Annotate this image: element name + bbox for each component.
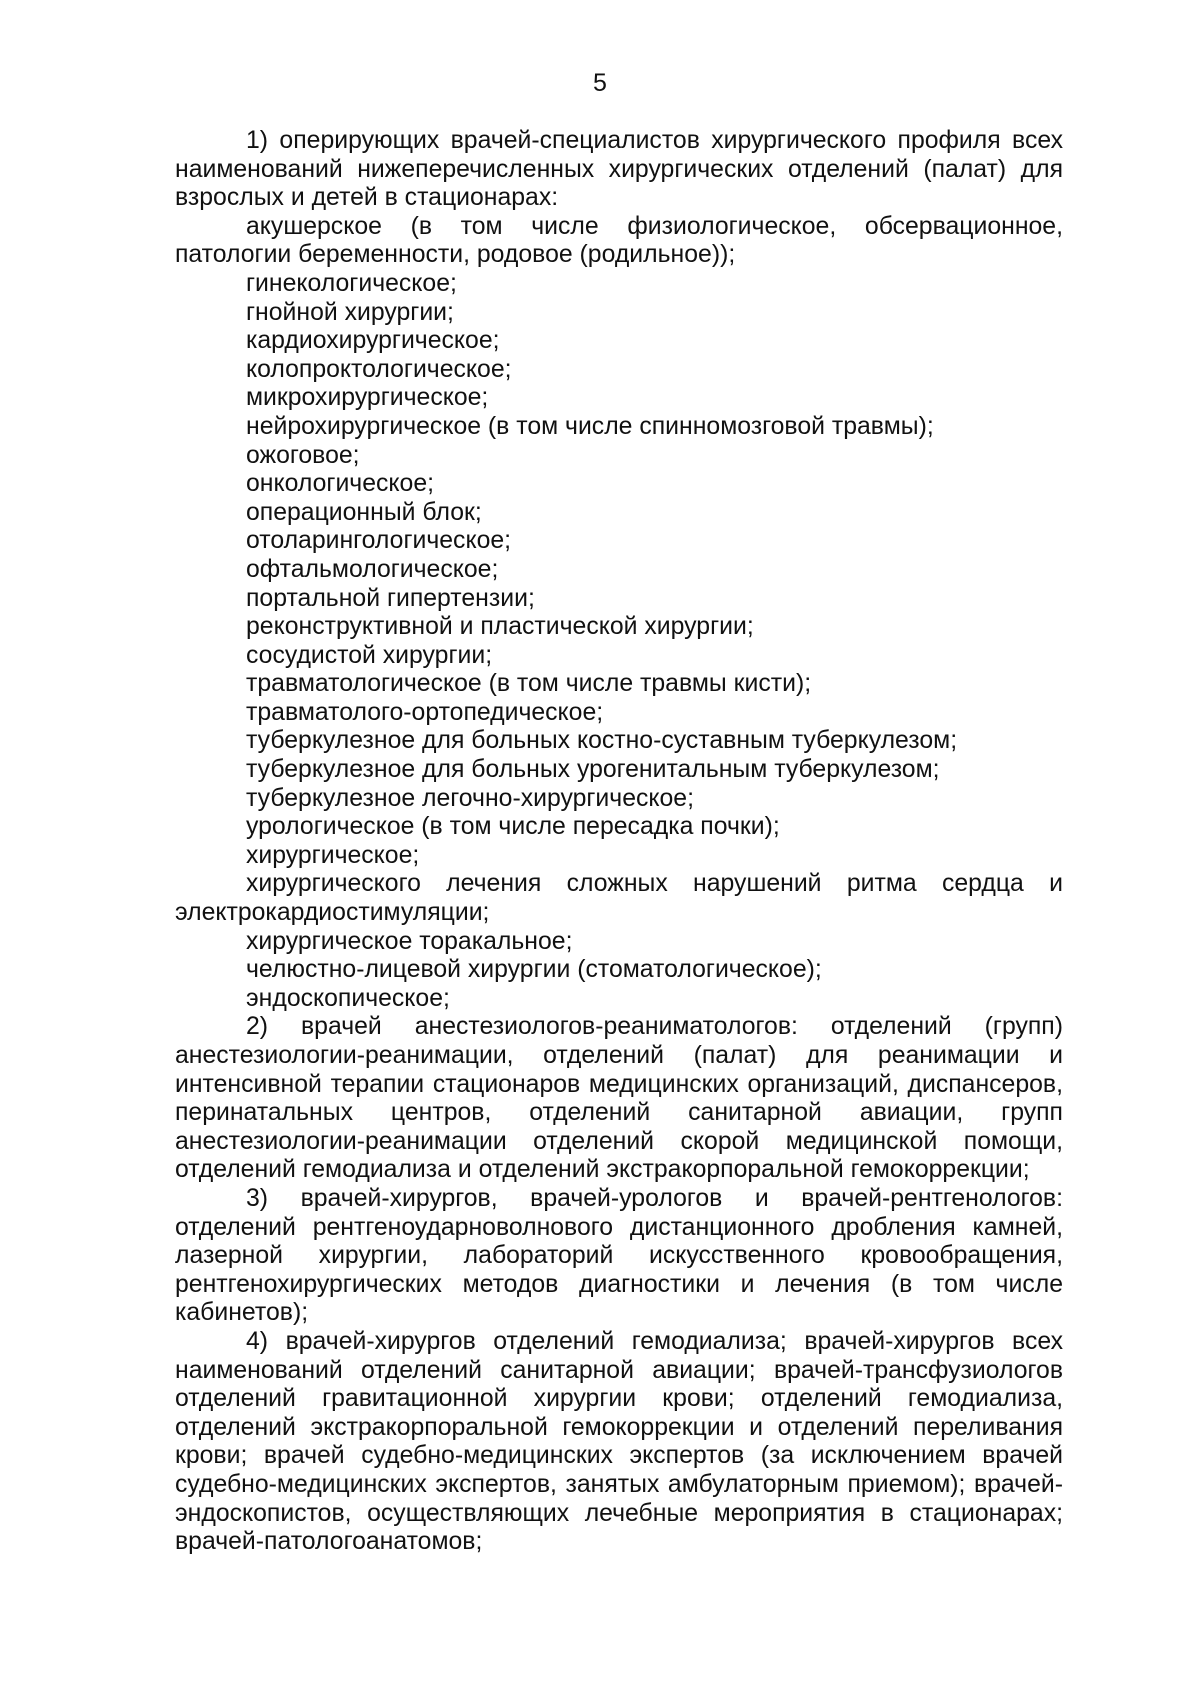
list-item: офтальмологическое; [246,555,499,583]
list-item: туберкулезное для больных костно-суставным туберкулезом; [246,727,958,755]
paragraph-heart-rhythm: хирургического лечения сложных нарушений ритма сердца и электрокардиостимуляции; [175,870,1063,927]
list-item: гинекологическое; [246,269,457,297]
list-item: онкологическое; [246,470,434,498]
list-item: челюстно-лицевой хирургии (стоматологическое); [246,956,822,984]
list-item: урологическое (в том числе пересадка почки); [246,813,780,841]
paragraph-item-4: 4) врачей-хирургов отделений гемодиализа; врачей-хирургов всех наименований отделений санитарной авиации; врачей-трансфузиологов отделений гравитационной хирургии крови; отделений гемодиализа, отделений экстракорпоральной гемокоррекции и отделений переливания крови; врачей судебно-медицинских экспертов (за исключением врачей судебно-медицинских экспертов, занятых амбулаторным приемом); врачей-эндоскопистов, осуществляющих лечебные мероприятия в стационарах; врачей-патологоанатомов; [175,1327,1063,1556]
list-item: травматологическое (в том числе травмы кисти); [246,670,812,698]
list-item: микрохирургическое; [246,384,489,412]
list-item: колопроктологическое; [246,355,512,383]
list-item: сосудистой хирургии; [246,641,493,669]
paragraph-item-3: 3) врачей-хирургов, врачей-урологов и врачей-рентгенологов: отделений рентгеноударноволнового дистанционного дробления камней, лазерной хирургии, лабораторий искусственного кровообращения, рентгенохирургических методов диагностики и лечения (в том числе кабинетов); [175,1184,1063,1327]
document-body [175,127,1063,1557]
paragraph-item-1: 1) оперирующих врачей-специалистов хирургического профиля всех наименований нижеперечисленных хирургических отделений (палат) для взрослых и детей в стационарах: [175,127,1063,212]
list-item: отоларингологическое; [246,527,512,555]
list-item: эндоскопическое; [246,984,450,1012]
list-item: портальной гипертензии; [246,584,535,612]
paragraph-obstetric: акушерское (в том числе физиологическое, обсервационное, патологии беременности, родовое (родильное)); [175,212,1063,269]
list-item: ожоговое; [246,441,360,469]
list-item: хирургическое; [246,841,420,869]
list-item: операционный блок; [246,498,482,526]
list-item: реконструктивной и пластической хирургии; [246,613,754,641]
list-item: нейрохирургическое (в том числе спинномозговой травмы); [246,412,934,440]
list-item: травматолого-ортопедическое; [246,698,604,726]
list-item: туберкулезное легочно-хирургическое; [246,784,694,812]
paragraph-item-2: 2) врачей анестезиологов-реаниматологов: отделений (групп) анестезиологии-реанимации, отделений (палат) для реанимации и интенсивной терапии стационаров медицинских организаций, диспансеров, перинатальных центров, отделений санитарной авиации, групп анестезиологии-реанимации отделений скорой медицинской помощи, отделений гемодиализа и отделений экстракорпоральной гемокоррекции; [175,1013,1063,1184]
list-item: гнойной хирургии; [246,298,454,326]
list-item: хирургическое торакальное; [246,927,573,955]
list-item: кардиохирургическое; [246,327,500,355]
page-number: 5 [593,69,607,97]
list-item: туберкулезное для больных урогенитальным туберкулезом; [246,756,940,784]
